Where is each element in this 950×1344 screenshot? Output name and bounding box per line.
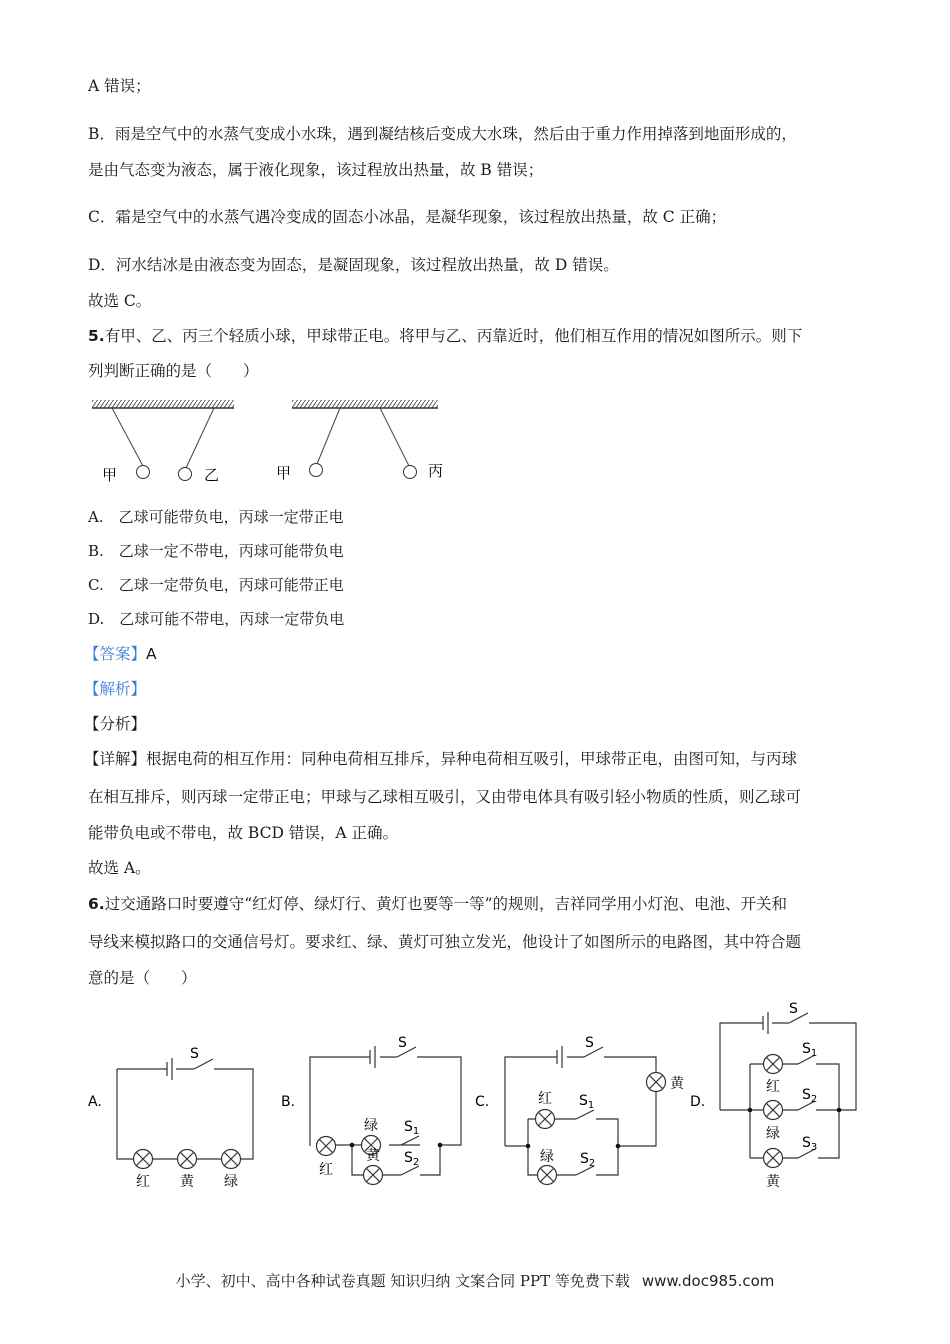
circuit-a-lamp-red [134,1150,153,1169]
q5-detail-line-2: 在相互排斥，则丙球一定带正电；甲球与乙球相互吸引，又由带电体具有吸引轻小物质的性质，则乙球可 [88,788,802,806]
q5-right-ceiling [292,400,438,408]
circuit-b-s2-sub: 2 [412,1157,420,1168]
circuit-b-option-label: B. [281,1094,296,1110]
circuit-d [720,1012,856,1158]
circuit-d-junction-left [748,1108,753,1113]
circuit-a-label-yellow: 黄 [180,1174,194,1190]
circuit-c-s1-letter: S [579,1093,588,1109]
circuit-c-switch-label: S [585,1035,594,1051]
q5-right-label-jia: 甲 [276,464,292,482]
prev-line-1: A 错误； [88,77,151,95]
q5-right-thread-a [317,408,340,464]
circuit-c-switch-s1-label [579,1093,594,1111]
q6-stem-line-1 [88,894,787,914]
circuit-c-lamp-green [538,1166,557,1185]
circuit-c-s1-sub: 1 [587,1100,595,1111]
circuit-b-switch-label: S [398,1035,407,1051]
circuit-d-junction-right [837,1108,842,1113]
circuit-b-lamp-yellow [364,1166,383,1185]
q5-option-a: A. 乙球可能带负电，丙球一定带正电 [88,508,344,526]
circuit-c-label-green: 绿 [540,1149,554,1165]
circuit-d-lamp-red [764,1055,783,1074]
prev-line-5: D．河水结冰是由液态变为固态，是凝固现象，该过程放出热量，故 D 错误。 [88,256,619,274]
circuit-c-label-red: 红 [538,1091,552,1107]
q5-left-label-jia: 甲 [102,466,118,484]
prev-line-6: 故选 C。 [88,292,152,310]
q5-conclusion: 故选 A。 [88,859,151,877]
q5-option-c: C. 乙球一定带负电，丙球可能带正电 [88,576,344,594]
circuit-d-s2-sub: 2 [810,1094,818,1105]
footer-url[interactable]: www.doc985.com [641,1272,775,1290]
circuit-d-label-green: 绿 [766,1126,780,1142]
circuit-d-label-yellow: 黄 [766,1174,780,1190]
circuit-b-s1-sub: 1 [412,1126,420,1137]
circuit-b-switch-s1-label [404,1119,419,1137]
circuit-d-s2-letter: S [802,1087,811,1103]
circuit-a-switch-label: S [190,1046,199,1062]
circuit-c-label-yellow: 黄 [670,1076,684,1092]
circuit-d-switch-label: S [789,1001,798,1017]
answer-tag: 【答案】 [84,645,147,663]
q5-left-label-yi: 乙 [204,466,220,484]
q6-stem-text-1: 过交通路口时要遵守“红灯停、绿灯行、黄灯也要等一等”的规则，吉祥同学用小灯泡、电池、开关和 [104,895,788,913]
circuit-d-s1-letter: S [802,1041,811,1057]
q5-right-label-bing: 丙 [428,462,444,480]
circuit-a-option-label: A. [88,1094,102,1110]
circuit-d-switch-s3-label [802,1135,817,1153]
q5-left-ceiling [92,400,234,408]
circuit-c-lamp-yellow [647,1073,666,1092]
footer-text: 小学、初中、高中各种试卷真题 知识归纳 文案合同 PPT 等免费下载 [175,1272,630,1290]
prev-line-3: 是由气态变为液态，属于液化现象，该过程放出热量，故 B 错误； [88,161,544,179]
circuit-d-lamp-green [764,1101,783,1120]
circuit-b [310,1046,461,1175]
circuit-d-switch-s1-label [802,1041,817,1059]
circuit-b-junction-left [350,1143,355,1148]
q5-left-ball-b [179,468,192,481]
circuit-c-s2-sub: 2 [588,1158,596,1169]
q6-stem-line-2: 导线来模拟路口的交通信号灯。要求红、绿、黄灯可独立发光，他设计了如图所示的电路图，其中符合题 [88,933,802,951]
q5-right-ball-a [310,464,323,477]
q5-number: 5. [88,327,105,345]
circuit-b-lamp-red [317,1137,336,1156]
q5-detail-line-3: 能带负电或不带电，故 BCD 错误，A 正确。 [88,824,398,842]
circuit-b-s1-letter: S [404,1119,413,1135]
q5-left-thread-b [186,408,214,468]
circuit-c-switch-s1-blade [576,1110,594,1119]
circuit-d-s3-letter: S [802,1135,811,1151]
fenxi-tag: 【分析】 [84,715,147,733]
circuit-a-label-green: 绿 [224,1174,238,1190]
circuit-c-junction-left [526,1144,531,1149]
prev-line-2: B．雨是空气中的水蒸气变成小水珠，遇到凝结核后变成大水珠，然后由于重力作用掉落到地面形成的， [88,125,797,143]
q6-circuits-figure [0,995,950,1200]
q5-figure [88,396,458,492]
circuit-c-lamp-red [536,1110,555,1129]
circuit-b-label-green: 绿 [364,1118,378,1134]
q5-stem-line-2: 列判断正确的是（ ） [88,362,259,380]
circuit-c-s2-letter: S [580,1151,589,1167]
circuit-a [117,1058,253,1159]
q5-answer [84,644,157,664]
circuit-c-option-label: C. [475,1094,490,1110]
circuit-d-label-red: 红 [766,1079,780,1095]
q5-option-d: D. 乙球可能不带电，丙球一定带负电 [88,610,345,628]
circuit-b-label-yellow: 黄 [366,1148,380,1164]
q5-left-ball-a [137,466,150,479]
prev-line-4: C．霜是空气中的水蒸气遇冷变成的固态小冰晶，是凝华现象，该过程放出热量，故 C 正确； [88,208,727,226]
circuit-d-s1-sub: 1 [810,1048,818,1059]
circuit-a-lamp-yellow [178,1150,197,1169]
q5-right-ball-b [404,466,417,479]
circuit-d-lamp-yellow [764,1149,783,1168]
circuit-b-label-red: 红 [319,1162,333,1178]
q6-stem-line-3: 意的是（ ） [88,969,197,987]
q6-number: 6. [88,895,105,913]
circuit-c-junction-right [616,1144,621,1149]
circuit-a-lamp-green [222,1150,241,1169]
circuit-d-switch-s2-label [802,1087,817,1105]
q5-option-b: B. 乙球一定不带电，丙球可能带负电 [88,542,344,560]
q5-stem-line-1 [88,326,802,346]
circuit-c-switch-s2-label [580,1151,595,1169]
circuit-b-switch-s2-label [404,1150,419,1168]
q5-detail-line-1: 【详解】根据电荷的相互作用：同种电荷相互排斥，异种电荷相互吸引，甲球带正电，由图可知，与丙球 [84,750,798,768]
circuit-b-s2-letter: S [404,1150,413,1166]
page-footer [0,1270,950,1291]
circuit-b-junction-right [438,1143,443,1148]
answer-value: A [146,645,157,663]
q5-stem-text-1: 有甲、乙、丙三个轻质小球，甲球带正电。将甲与乙、丙靠近时，他们相互作用的情况如图所示。则下 [104,327,803,345]
analysis-tag: 【解析】 [84,680,147,698]
q5-right-thread-b [380,408,409,466]
circuit-d-s3-sub: 3 [810,1142,818,1153]
circuit-a-label-red: 红 [136,1174,150,1190]
q5-left-thread-a [112,408,143,466]
circuit-b-switch-s1-blade [401,1136,419,1145]
circuit-d-option-label: D. [690,1094,706,1110]
